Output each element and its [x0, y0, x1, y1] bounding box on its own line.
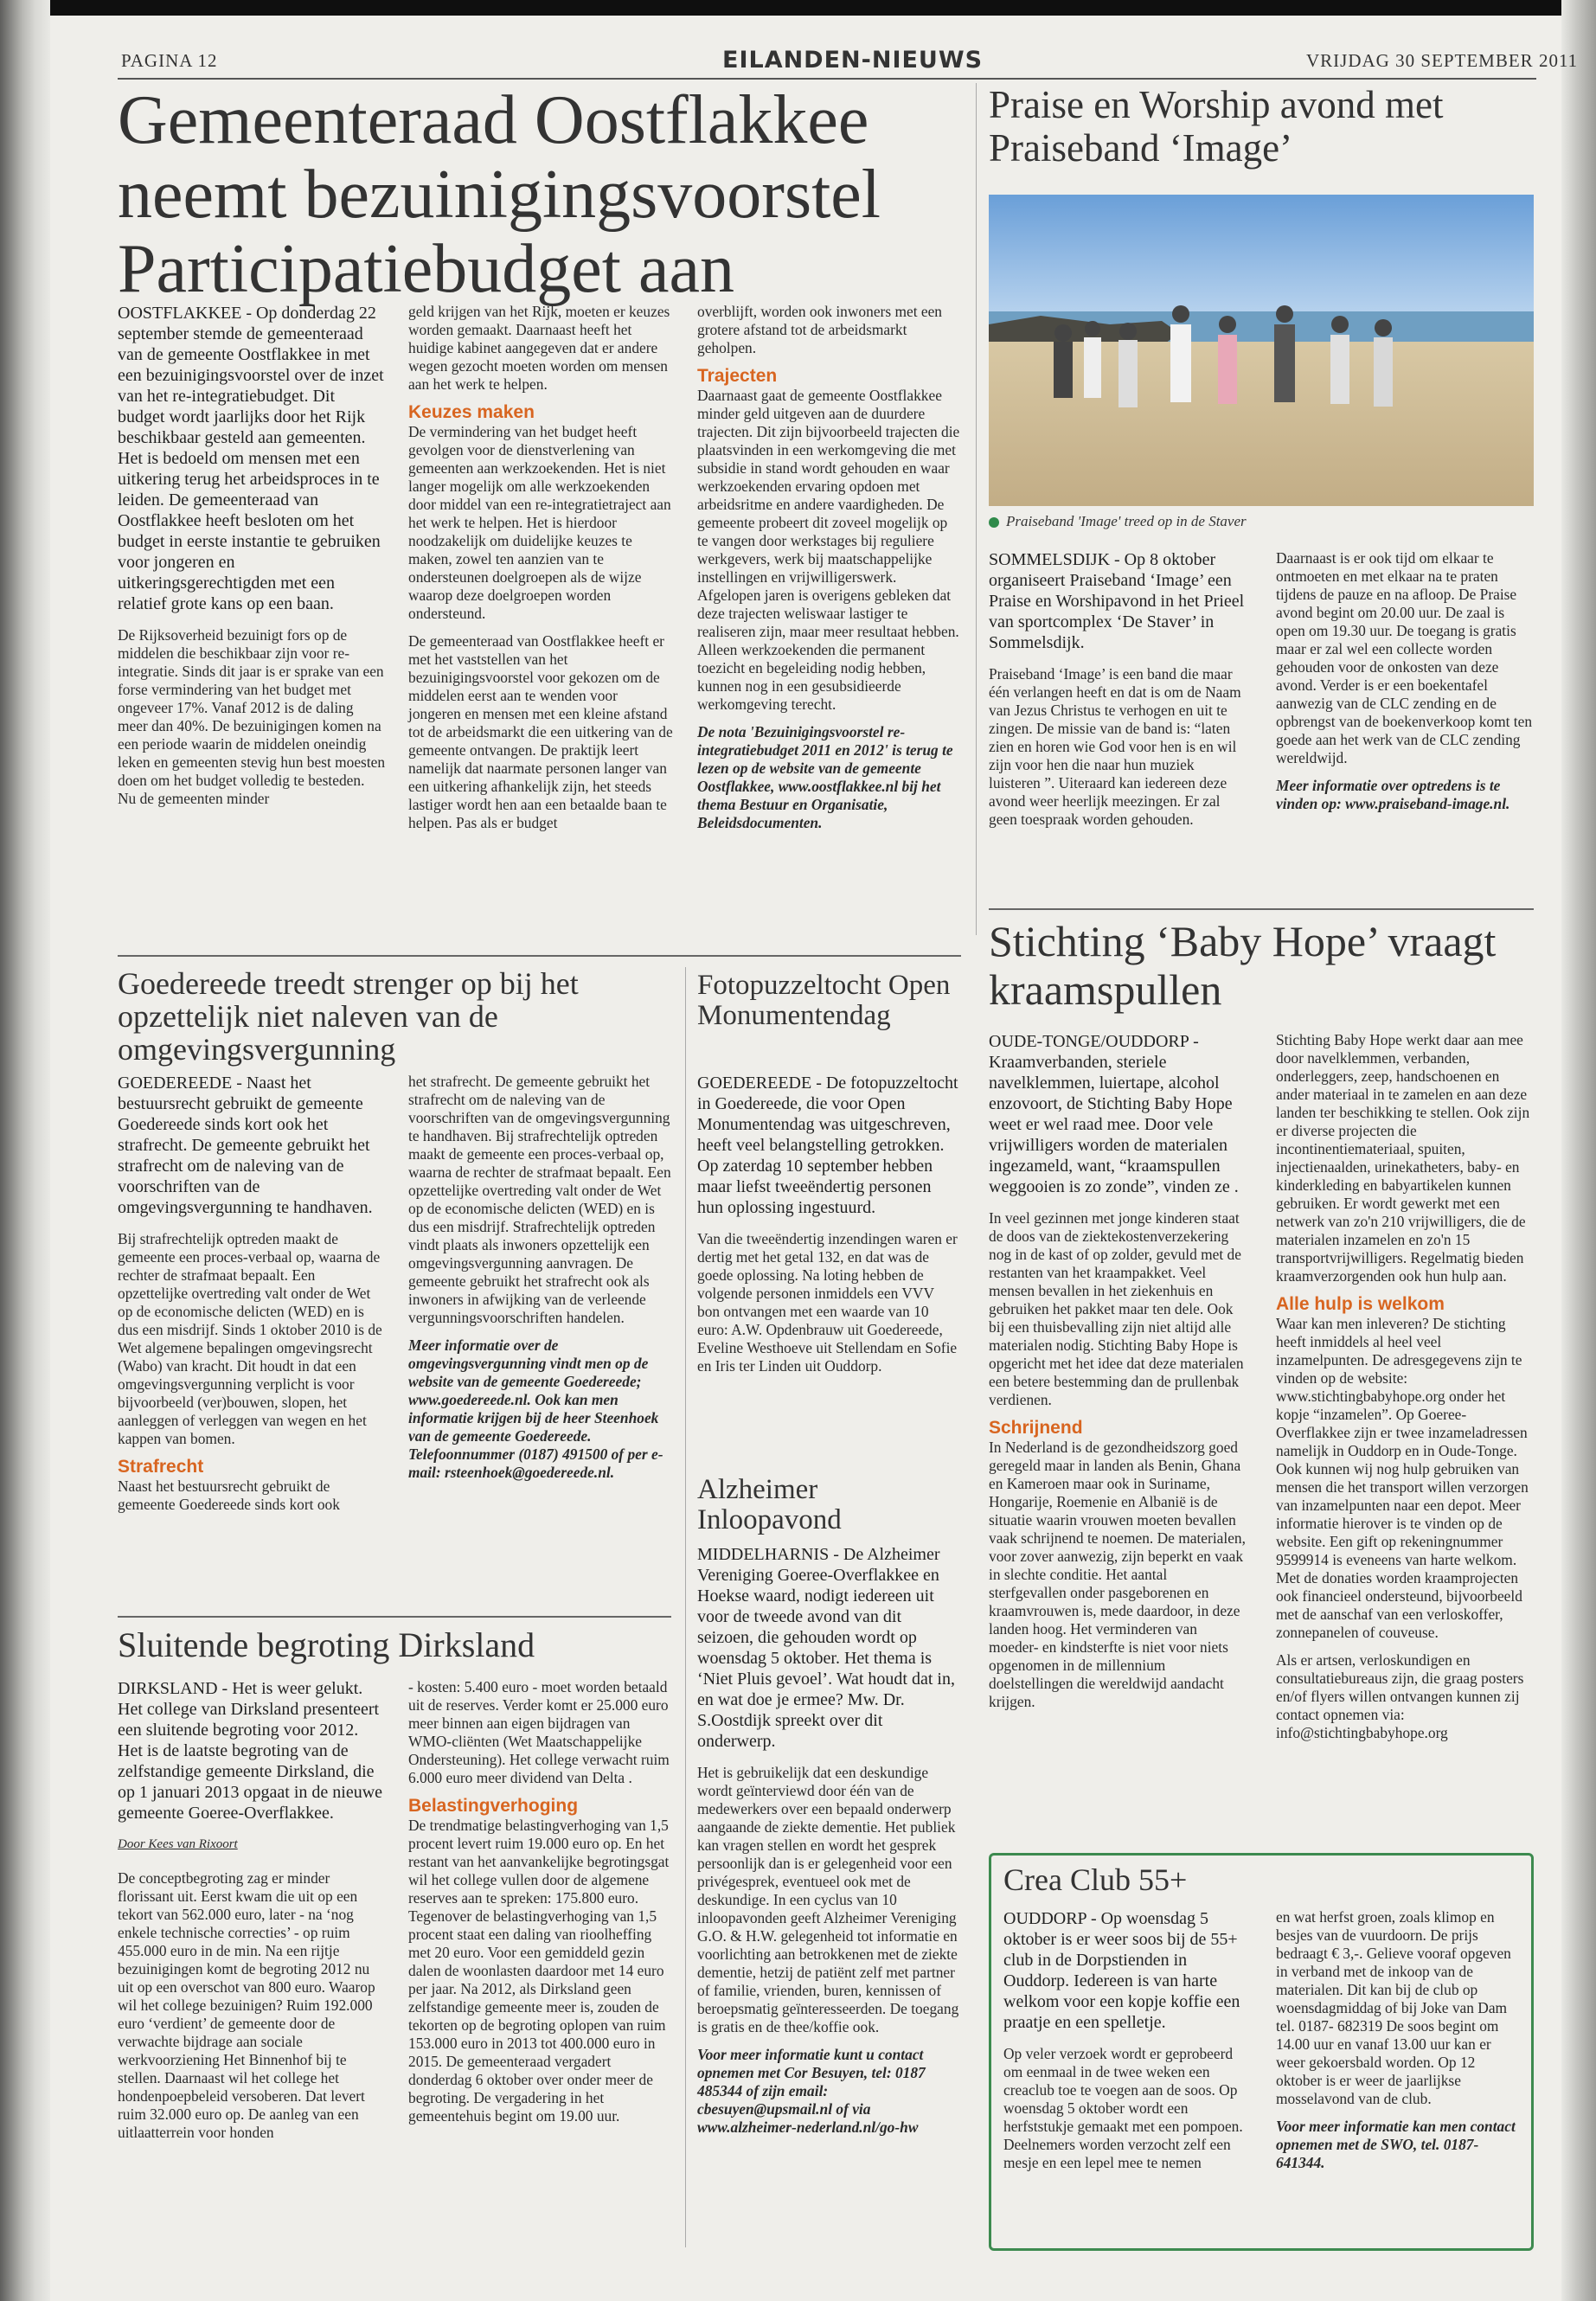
goedereede-subhead-strafrecht: Strafrecht — [118, 1457, 204, 1477]
headline-goedereede: Goedereede treedt strenger op bij het opzettelijk niet naleven van de omgevingsvergunning — [118, 966, 579, 1067]
headline-babyhope: Stichting ‘Baby Hope’ vraagt kraamspullen — [989, 917, 1497, 1014]
praise-col2 — [1276, 549, 1534, 823]
goedereede-col1 — [118, 1073, 386, 1523]
goedereede-lead: GOEDEREEDE - Naast het bestuursrecht gebruikt de gemeente Goedereede sinds kort ook het strafrecht. De gemeente gebruikt het strafrecht om de naleving van de voorschriften van de omgevingsvergunning te handhaven. — [118, 1074, 373, 1217]
praise-lead: SOMMELSDIJK - Op 8 oktober organiseert Praiseband ‘Image’ een Praise en Worshipavond in het Prieel van sportcomplex ‘De Staver’ in Sommelsdijk. — [989, 550, 1245, 652]
page-edge — [1561, 0, 1596, 2301]
alz-para: Het is gebruikelijk dat een deskundige wordt geïnterviewd door één van de medewerkers over een bepaald onderwerp aangaande de ziekte dementie. Het publiek kan vragen stellen en wordt het gesprek persoonlijk dan is er gelegenheid voor een privégesprek, eventueel ook met de deskundige. In een cyclus van 10 inloopavonden geeft Alzheimer Vereniging G.O. & H.W. gelegenheid tot informatie en voorlichting aan betrokkenen met de ziekte dementie, hetzij de patiënt zelf met partner of familie, vrienden, buren, kennissen of beroepsmatig geïnteresseerden. De toegang is gratis en de thee/koffie ook. — [697, 1764, 959, 2035]
praise-col1 — [989, 549, 1248, 838]
baby-para: Stichting Baby Hope werkt daar aan mee door navelklemmen, verbanden, onderleggers, zeep, handschoenen en ander materiaal in te zamelen en aan deze landen ter beschikking te stellen. Ook zijn er diverse projecten die incontinentiemateriaal, spuiten, injectienaalden, urinekatheters, baby- en kinderkleding en babyartikelen kunnen gebruiken. Er wordt gewerkt met een netwerk van zo'n 210 vrijwilligers, die de materialen inzamelen en zo'n 15 transportvrijwilligers. Regelmatig bieden kraamverzorgenden ook hun hulp aan. — [1276, 1031, 1530, 1285]
baby-para: In veel gezinnen met jonge kinderen staat de doos van de ziektekostenverzekering nog in de kast of op zolder, gevuld met de restanten van het kraampakket. Veel mensen bevallen in het ziekenhuis en gebruiken het pakket maar ten dele. Ook bij een thuisbevalling zijn niet altijd alle materialen nodig. Stichting Baby Hope is opgericht met het idee dat deze materialen een betere bestemming dan de prullenbak verdienen. — [989, 1209, 1244, 1408]
goedereede-para: het strafrecht. De gemeente gebruikt het strafrecht om de naleving van de voorschriften van de omgevingsvergunning te handhaven. Bij strafrechtelijk optreden maakt de gemeente een proces-verbaal op, waarna de rechter de strafmaat bepaalt. Een opzettelijke overtreding valt onder de Wet op de economische delicten (WED) en is dus een misdrijf. Strafrechtelijk optreden vindt plaats als inwoners opzettelijk een omgevingsvergunning aanvragen. De gemeente gebruikt het strafrecht ook als inwoners in afwijking van de verleende vergunningsvoorschriften handelen. — [408, 1073, 671, 1326]
art1-para: De vermindering van het budget heeft gevolgen voor de dienstverlening van gemeenten aan werkzoekenden. Het is niet langer mogelijk om alle werkzoekenden door middel van een re-integratietraject aan het werk te helpen. Het is hierdoor noodzakelijk om duidelijke keuzes te maken, zowel ten aanzien van te ondersteunen doelgroepen als de wijze waarop deze doelgroepen worden ondersteund. — [408, 423, 671, 622]
baby-col2 — [1276, 1031, 1534, 1752]
dirks-col1 — [118, 1678, 386, 2151]
art1-para: De gemeenteraad van Oostflakkee heeft er met het vaststellen van het bezuinigingsvoorstel voor gekozen om de middelen eerst aan te wenden voor jongeren en mensen met een kleine afstand tot de arbeidsmarkt die een uitkering van de gemeente ontvangen. De praktijk leert namelijk dat naarmate personen langer van een uitkering afhankelijk zijn, het steeds lastiger wordt hen aan een betaalde baan te helpen. Pas als er budget — [408, 632, 673, 831]
page-number: PAGINA 12 — [121, 50, 218, 71]
column-divider — [685, 967, 686, 2247]
section-rule — [118, 955, 961, 957]
section-rule — [989, 908, 1534, 910]
baby-subhead-schrijnend: Schrijnend — [989, 1418, 1083, 1438]
bullet-icon — [989, 517, 999, 528]
headline-gemeenteraad: Gemeenteraad Oostflakkee neemt bezuinigingsvoorstel Participatiebudget aan — [118, 82, 881, 307]
praise-para: Daarnaast is er ook tijd om elkaar te ontmoeten en met elkaar na te praten tijdens de pauze en na afloop. De Praise avond begint om 20.00 uur. De zaal is open om 19.30 uur. De toegang is gratis maar er zal wel een collecte worden gehouden voor de onkosten van deze avond. Verder is er een boekentafel aanwezig van de CLC zending en de opbrengst van de boekenverkoop komt ten goede aan het werk van de CLC zending wereldwijd. — [1276, 549, 1533, 766]
praise-para: Praiseband ‘Image’ is een band die maar één verlangen heeft en dat is om de Naam van Jezus Christus te verhogen en uit te zingen. De missie van de band is: “laten zien en horen wie God voor hen is en wil zijn voor hen die naar hun muziek luisteren ”. Uiteraard kan iedereen deze avond weer heerlijk meezingen. Er zal geen toespraak worden gehouden. — [989, 665, 1241, 828]
dirks-lead: DIRKSLAND - Het is weer gelukt. Het college van Dirksland presenteert een sluitende begroting voor 2012. Het is de laatste begroting van de zelfstandige gemeente Dirksland, die op 1 januari 2013 opgaat in de nieuwe gemeente Goeree-Overflakkee. — [118, 1679, 383, 1823]
masthead: EILANDEN-NIEUWS — [722, 47, 984, 74]
praise-note: Meer informatie over optredens is te vinden op: www.praiseband-image.nl. — [1276, 777, 1510, 812]
baby-subhead-hulp: Alle hulp is welkom — [1276, 1294, 1445, 1314]
art1-subhead-trajecten: Trajecten — [697, 366, 778, 386]
goedereede-para: Bij strafrechtelijk optreden maakt de gemeente een proces-verbaal op, waarna de rechter de strafmaat bepaalt. Een opzettelijke overtreding valt onder de Wet op de economische delicten (WED) en is dus een misdrijf. Sinds 1 oktober 2010 is de Wet algemene bepalingen omgevingsrecht (Wabo) van kracht. Dit houdt in dat een omgevingsvergunning verplicht is voor bijvoorbeeld (ver)bouwen, slopen, het aanleggen of verleggen van wegen en het kappen van bomen. — [118, 1230, 382, 1447]
section-rule — [118, 1616, 671, 1618]
goedereede-note: Meer informatie over de omgevingsvergunning vindt men op de website van de gemeente Goedereede; www.goedereede.nl. Ook kan men informatie krijgen bij de heer Steenhoek van de gemeente Goedereede. Telefoonnummer (0187) 491500 of per e-mail: rsteenhoek@goedereede.nl. — [408, 1336, 663, 1481]
dirks-para: - kosten: 5.400 euro - moet worden betaald uit de reserves. Verder komt er 25.000 euro meer binnen aan eigen bijdragen van WMO-cliënten (Wet Maatschappelijke Ondersteuning). Het college verwacht ruim 6.000 euro meer dividend van Delta . — [408, 1678, 670, 1786]
headline-alzheimer: Alzheimer Inloopavond — [697, 1474, 842, 1535]
foto-col — [697, 1073, 960, 1385]
art1-col3 — [697, 303, 960, 842]
art1-lead: OOSTFLAKKEE - Op donderdag 22 september stemde de gemeenteraad van de gemeente Oostflakkee in met een bezuinigingsvoorstel over de inzet van het re-integratiebudget. Dit budget wordt jaarlijks door het Rijk beschikbaar gesteld aan gemeenten. Het is bedoeld om mensen met een uitkering terug het arbeidsproces in te leiden. De gemeenteraad van Oostflakkee heeft besloten om het budget in eerste instantie te gebruiken voor jongeren en uitkeringsgerechtigden met een relatief grote kans op een baan. — [118, 304, 384, 613]
art1-para: geld krijgen van het Rijk, moeten er keuzes worden gemaakt. Daarnaast heeft het huidige kabinet aangegeven dat er andere wegen gezocht moeten worden om mensen aan het werk te helpen. — [408, 303, 670, 393]
foto-para: Van die tweeëndertig inzendingen waren er dertig met het getal 132, en dat was de goede oplossing. Na loting hebben de volgende personen inmiddels een VVV bon ontvangen met een waarde van 10 euro: A.W. Opdenbrauw uit Goedereede, Eveline Westhoeve uit Stellendam en Sofie en Iris ter Linden uit Ouddorp. — [697, 1230, 958, 1375]
dirks-byline: Door Kees van Rixoort — [118, 1837, 238, 1851]
headline-creaclub: Crea Club 55+ — [1003, 1862, 1188, 1897]
dirks-para: De trendmatige belastingverhoging van 1,5 procent levert ruim 19.000 euro op. En het restant van het aanvankelijke begrotingsgat wil het college vullen door de algemene reserves aan te spreken: 175.800 euro. Tegenover de belastingverhoging van 1,5 procent staat een daling van rioolheffing met 20 euro. Voor een gemiddeld gezin dalen de woonlasten daardoor met 14 euro per jaar. Na 2012, als Dirksland geen zelfstandige gemeente meer is, zouden de tekorten op de begroting oplopen van ruim 153.000 euro in 2013 tot 400.000 euro in 2015. De gemeenteraad vergadert donderdag 6 oktober over onder meer de begroting. De vergadering in het gemeentehuis begint om 19.00 uur. — [408, 1817, 670, 2125]
dirks-para: De conceptbegroting zag er minder florissant uit. Eerst kwam die uit op een tekort van 562.000 euro, later - na ‘nog enkele technische correcties’ - op ruim 455.000 euro in de min. Na een rijtje bezuinigingen komt de begroting 2012 nu uit op een overschot van 800 euro. Waarop wil het college bezuinigen? Ruim 192.000 euro ‘verdient’ de gemeente door de verwachte bijdrage aan sociale werkvoorziening Het Binnenhof bij te stellen. Daarnaast wil het college het hondenpoepbeleid versoberen. Dat levert ruim 32.000 euro op. De aanleg van een uitlaatterrein voor honden — [118, 1869, 375, 2141]
column-divider — [976, 83, 977, 935]
crea-note: Voor meer informatie kan men contact opnemen met de SWO, tel. 0187-641344. — [1276, 2118, 1516, 2171]
baby-col1 — [989, 1031, 1248, 1721]
issue-date: VRIJDAG 30 SEPTEMBER 2011 — [1306, 50, 1579, 71]
baby-lead: OUDE-TONGE/OUDDORP - Kraamverbanden, steriele navelklemmen, luiertape, alcohol enzovoort, de Stichting Baby Hope weet er wel raad mee. Door vele vrijwilligers worden de materialen ingezameld, want, “kraamspullen weggooien is zo zonde”, vinden ze . — [989, 1032, 1239, 1196]
dirks-col2 — [408, 1678, 673, 2135]
alz-note: Voor meer informatie kunt u contact opnemen met Cor Besuyen, tel: 0187 485344 of zijn email: cbesuyen@upsmail.nl of via www.alzheimer-nederland.nl/go-hw — [697, 2046, 926, 2136]
caption-text: Praiseband 'Image' treed op in de Staver — [1006, 513, 1247, 529]
page-spine — [0, 0, 50, 2301]
header-rule — [118, 78, 1536, 80]
goedereede-col2 — [408, 1073, 673, 1491]
foto-lead: GOEDEREEDE - De fotopuzzeltocht in Goedereede, die voor Open Monumentendag was uitgeschreven, heeft veel belangstelling getrokken. Op zaterdag 10 september hebben maar liefst tweeëndertig personen hun oplossing ingestuurd. — [697, 1074, 958, 1217]
art1-para: Daarnaast gaat de gemeente Oostflakkee minder geld uitgeven aan de duurdere trajecten. Dit zijn bijvoorbeeld trajecten die plaatsvinden in een werkomgeving die met subsidie in stand wordt gehouden en waar werkzoekenden ervaring opdoen met arbeidsritme en andere vaardigheden. De gemeente probeert dit zoveel mogelijk op te vangen door werkstages bij reguliere werkgevers, werk bij maatschappelijke instellingen en vrijwilligerswerk. Afgelopen jaren is overigens gebleken dat deze trajecten weliswaar lastiger te realiseren zijn, maar meer resultaat hebben. Alleen werkzoekenden die permanent toezicht en begeleiding nodig hebben, kunnen nog in een gesubsidieerde werkomgeving terecht. — [697, 387, 960, 713]
headline-praise: Praise en Worship avond met Praiseband ‘Image’ — [989, 83, 1444, 170]
photo-caption — [989, 513, 1534, 530]
band-photo — [989, 195, 1534, 506]
crea-col2 — [1276, 1908, 1522, 2182]
dirks-subhead-belasting: Belastingverhoging — [408, 1796, 579, 1816]
scan-top-border — [0, 0, 1596, 16]
baby-para: Als er artsen, verloskundigen en consultatiebureaus zijn, die graag posters en/of flyers willen ontvangen kunnen zij contact opnemen via: info@stichtingbabyhope.org — [1276, 1651, 1524, 1741]
crea-col1 — [1003, 1908, 1254, 2182]
art1-col2 — [408, 303, 673, 842]
goedereede-para: Naast het bestuursrecht gebruikt de gemeente Goedereede sinds kort ook — [118, 1477, 340, 1513]
art1-col1 — [118, 303, 386, 817]
alz-col — [697, 1544, 960, 2146]
alz-lead: MIDDELHARNIS - De Alzheimer Vereniging Goeree-Overflakkee en Hoekse waard, nodigt iedereen uit voor de tweede avond van dit seizoen, die gehouden wordt op woensdag 5 oktober. Het thema is ‘Niet Pluis gevoel’. Wat houdt dat in, en wat doe je ermee? Mw. Dr. S.Oostdijk spreekt over dit onderwerp. — [697, 1545, 955, 1751]
art1-note: De nota 'Bezuinigingsvoorstel re-integratiebudget 2011 en 2012' is terug te lezen op de website van de gemeente Oostflakkee, www.oostflakkee.nl bij het thema Bestuur en Organisatie, Beleidsdocumenten. — [697, 723, 953, 831]
crea-para: en wat herfst groen, zoals klimop en besjes van de vuurdoorn. De prijs bedraagt € 3,-. Gelieve vooraf opgeven in verband met de inkoop van de materialen. Dit kan bij de club op woensdagmiddag of bij Joke van Dam tel. 0187- 682319 De soos begint om 14.00 uur en vanaf 13.00 uur kan er weer gekoersbald worden. Op 12 oktober is er weer de jaarlijkse mosselavond van de club. — [1276, 1908, 1511, 2107]
art1-para: De Rijksoverheid bezuinigt fors op de middelen die beschikbaar zijn voor re-integratie. Sinds dit jaar is er sprake van een forse vermindering van het budget met ongeveer 17%. Vanaf 2012 is de daling meer dan 40%. De bezuinigingen komen na een periode waarin de middelen oneindig leken en gemeenten stevig hun best moesten doen om het budget volledig te besteden. Nu de gemeenten minder — [118, 626, 386, 807]
headline-fotopuzzel: Fotopuzzeltocht Open Monumentendag — [697, 970, 951, 1031]
baby-para: In Nederland is de gezondheidszorg goed geregeld maar in landen als Benin, Ghana en Kameroen maar ook in Suriname, Hongarije, Roemenie en Albanië is de situatie waarin vrouwen moeten bevallen vaak schrijnend te noemen. De materialen, voor zover aanwezig, zijn beperkt en vaak in slechte conditie. Het aantal sterfgevallen onder pasgeborenen en kraamvrouwen is, mede daardoor, in deze landen hoog. Het verminderen van moeder- en kindsterfte is niet voor niets opgenomen in de millennium doelstellingen die wereldwijd aandacht krijgen. — [989, 1439, 1246, 1710]
art1-para: overblijft, worden ook inwoners met een grotere afstand tot de arbeidsmarkt geholpen. — [697, 303, 943, 356]
baby-para: Waar kan men inleveren? De stichting heeft inmiddels al heel veel inzamelpunten. De adresgegevens zijn te vinden op de website: www.stichtingbabyhope.org onder het kopje “inzamelen”. Op Goeree-Overflakkee zijn er twee inzameladressen namelijk in Ouddorp en in Oude-Tonge. Ook kunnen wij nog hulp gebruiken van mensen die het transport willen verzorgen van inzamelpunten naar een depot. Meer informatie hierover is te vinden op de website. Een gift op rekeningnummer 9599914 is eveneens van harte welkom. Met de donaties worden kraamprojecten ook financieel ondersteund, bijvoorbeeld met de aanschaf van een verloskoffer, zonnepanelen of couveuse. — [1276, 1315, 1529, 1641]
crea-para: Op veler verzoek wordt er geprobeerd om eenmaal in de twee weken een creaclub toe te voegen aan de soos. Op woensdag 5 oktober wordt een herfststukje gemaakt met een pompoen. Deelnemers worden verzocht zelf een mesje en een lepel mee te nemen — [1003, 2045, 1243, 2171]
art1-subhead-keuzes: Keuzes maken — [408, 402, 535, 422]
headline-dirksland: Sluitende begroting Dirksland — [118, 1625, 535, 1664]
crea-lead: OUDDORP - Op woensdag 5 oktober is er weer soos bij de 55+ club in de Dorpstienden in Ouddorp. Iedereen is van harte welkom voor een kopje koffie een praatje en een spelletje. — [1003, 1909, 1240, 2032]
